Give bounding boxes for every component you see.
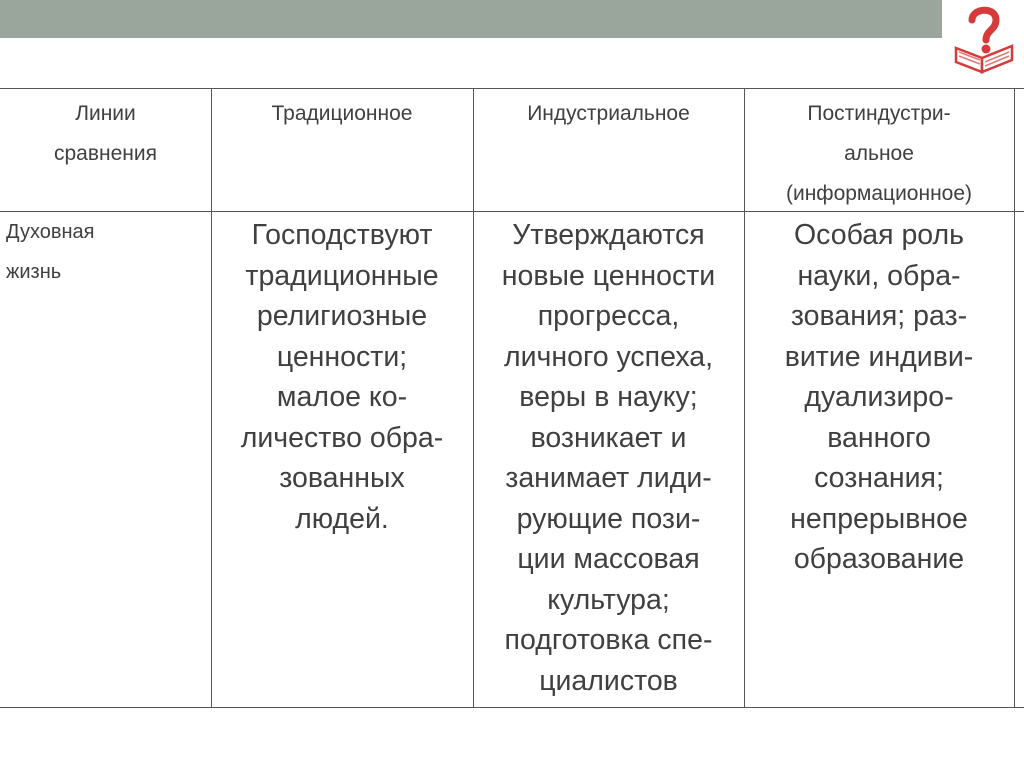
header-industrial: Индустриальное — [527, 102, 690, 125]
cell-industrial: Утверждаются новые ценности прогресса, личного успеха, веры в науку; возникает и занимает лиди- рующие пози- ции массовая культура; подготовка спе- циалистов — [501, 219, 716, 697]
table-border-top — [0, 88, 1024, 89]
help-logo[interactable] — [942, 0, 1024, 82]
header-traditional: Традиционное — [271, 102, 413, 125]
cell-postindustrial: Особая роль науки, обра- зования; раз- витие индиви- дуализиро- ванного сознания; непрерывное образование — [784, 219, 974, 575]
cell-traditional: Господствуют традиционные религиозные ценности; малое ко- личество обра- зованных людей. — [240, 219, 444, 535]
header-postindustrial: Постиндустри- альное (информационное) — [785, 102, 973, 205]
header-bar — [0, 0, 942, 38]
header-comparison-lines: Линии сравнения — [54, 102, 157, 165]
row-label-spiritual-life: Духовная жизнь — [6, 221, 95, 283]
table-border-bottom — [0, 707, 1024, 708]
question-book-icon — [950, 2, 1020, 74]
comparison-table — [0, 88, 1024, 708]
column-divider — [1014, 88, 1015, 708]
